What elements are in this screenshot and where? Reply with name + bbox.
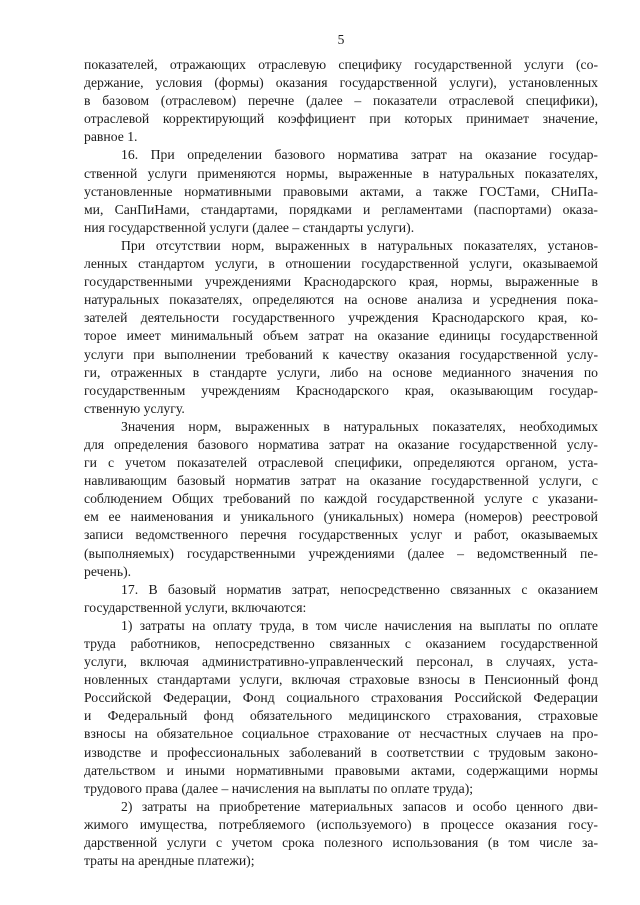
- text-line: 17. В базовый норматив затрат, непосредственно связанных с оказанием: [121, 581, 598, 597]
- text-line: ем ее наименования и уникального (уникальных) номера (номеров) реестровой: [84, 509, 598, 525]
- text-line: изводстве и профессиональных заболеваний в соответствии с трудовым законо-: [84, 744, 598, 760]
- text-line: навливающим базовый норматив затрат на оказание государственной услуги, с: [84, 473, 598, 489]
- text-line: ственную услугу.: [84, 400, 185, 416]
- text-line: 16. При определении базового норматива затрат на оказание государ-: [121, 147, 598, 163]
- text-line: для определения базового норматива затрат на оказание государственной услу-: [84, 436, 598, 452]
- text-line: услуги, включая административно-управленческий персонал, в случаях, уста-: [84, 654, 598, 670]
- text-line: ги, отраженных в стандарте услуги, либо на основе медианного значения по: [84, 364, 598, 380]
- paragraph: [84, 56, 598, 146]
- text-line: ственной услуги применяются нормы, выраженные в натуральных показателях,: [84, 165, 598, 181]
- document-body: [84, 56, 598, 870]
- paragraph: [84, 146, 598, 236]
- text-line: взносы на обязательное социальное страхование от несчастных случаев на про-: [84, 726, 598, 742]
- document-page: [84, 30, 598, 870]
- text-line: торое имеет минимальный объем затрат на оказание единицы государственной: [84, 328, 598, 344]
- text-line: зателей деятельности государственного учреждения Краснодарского края, ко-: [84, 310, 598, 326]
- text-line: жимого имущества, потребляемого (используемого) в процессе оказания госу-: [84, 816, 598, 832]
- text-line: отраслевой корректирующий коэффициент при которых принимает значение,: [84, 111, 598, 127]
- paragraph: [84, 237, 598, 418]
- text-line: 2) затраты на приобретение материальных запасов и особо ценного дви-: [121, 798, 598, 814]
- text-line: Российской Федерации, Фонд социального страхования Российской Федерации: [84, 690, 598, 706]
- text-line: ми, СанПиНами, стандартами, порядками и регламентами (паспортами) оказа-: [84, 201, 598, 217]
- paragraph: [84, 418, 598, 581]
- page-number: 5: [337, 32, 345, 47]
- text-line: записи ведомственного перечня государственных услуг и работ, оказываемых: [84, 527, 598, 543]
- text-line: ния государственной услуги (далее – стандарты услуги).: [84, 219, 415, 235]
- text-line: показателей, отражающих отраслевую специфику государственной услуги (со-: [84, 57, 598, 72]
- paragraph: [84, 617, 598, 798]
- text-line: новленных стандартами услуги, включая страховые взносы в Пенсионный фонд: [84, 672, 598, 688]
- text-line: труда работников, непосредственно связанных с оказанием государственной: [84, 636, 598, 651]
- text-line: (выполняемых) государственными учреждениями (далее – ведомственный пе-: [84, 545, 598, 561]
- text-line: трудового права (далее – начисления на выплаты по оплате труда);: [84, 780, 474, 796]
- text-line: государственным учреждениям Краснодарского края, оказывающим государ-: [84, 382, 598, 398]
- text-line: государственной услуги, включаются:: [84, 599, 307, 615]
- text-line: ги с учетом показателей отраслевой специфики, определяются органом, уста-: [84, 455, 598, 471]
- text-line: траты на арендные платежи);: [84, 853, 255, 869]
- text-line: равное 1.: [84, 129, 138, 145]
- text-line: дательством и иными нормативными правовыми актами, содержащими нормы: [84, 762, 598, 778]
- paragraph: [84, 798, 598, 870]
- text-line: При отсутствии норм, выраженных в натуральных показателях, установ-: [121, 237, 598, 253]
- text-line: Значения норм, выраженных в натуральных показателях, необходимых: [121, 418, 598, 434]
- text-line: соблюдением Общих требований по каждой государственной услуге с указани-: [84, 491, 598, 507]
- text-line: установленные нормативными правовыми актами, а также ГОСТами, СНиПа-: [84, 183, 598, 199]
- paragraph: [84, 581, 598, 617]
- text-line: услуги при выполнении требований к качеству оказания государственной услу-: [84, 346, 598, 362]
- text-line: ленных стандартом услуги, в отношении государственной услуги, оказываемой: [84, 256, 598, 272]
- text-line: речень).: [84, 563, 132, 579]
- text-line: держание, условия (формы) оказания государственной услуги), установленных: [84, 75, 598, 91]
- text-line: натуральных показателях, определяются на основе анализа и усреднения пока-: [84, 292, 598, 308]
- text-line: государственными учреждениями Краснодарского края, нормы, выраженные в: [84, 274, 598, 290]
- text-line: и Федеральный фонд обязательного медицинского страхования, страховые: [84, 708, 598, 724]
- text-line: 1) затраты на оплату труда, в том числе начисления на выплаты по оплате: [121, 617, 598, 633]
- text-line: дарственной услуги с учетом срока полезного использования (в том числе за-: [84, 835, 598, 851]
- text-line: в базовом (отраслевом) перечне (далее – показатели отраслевой специфики),: [84, 93, 598, 109]
